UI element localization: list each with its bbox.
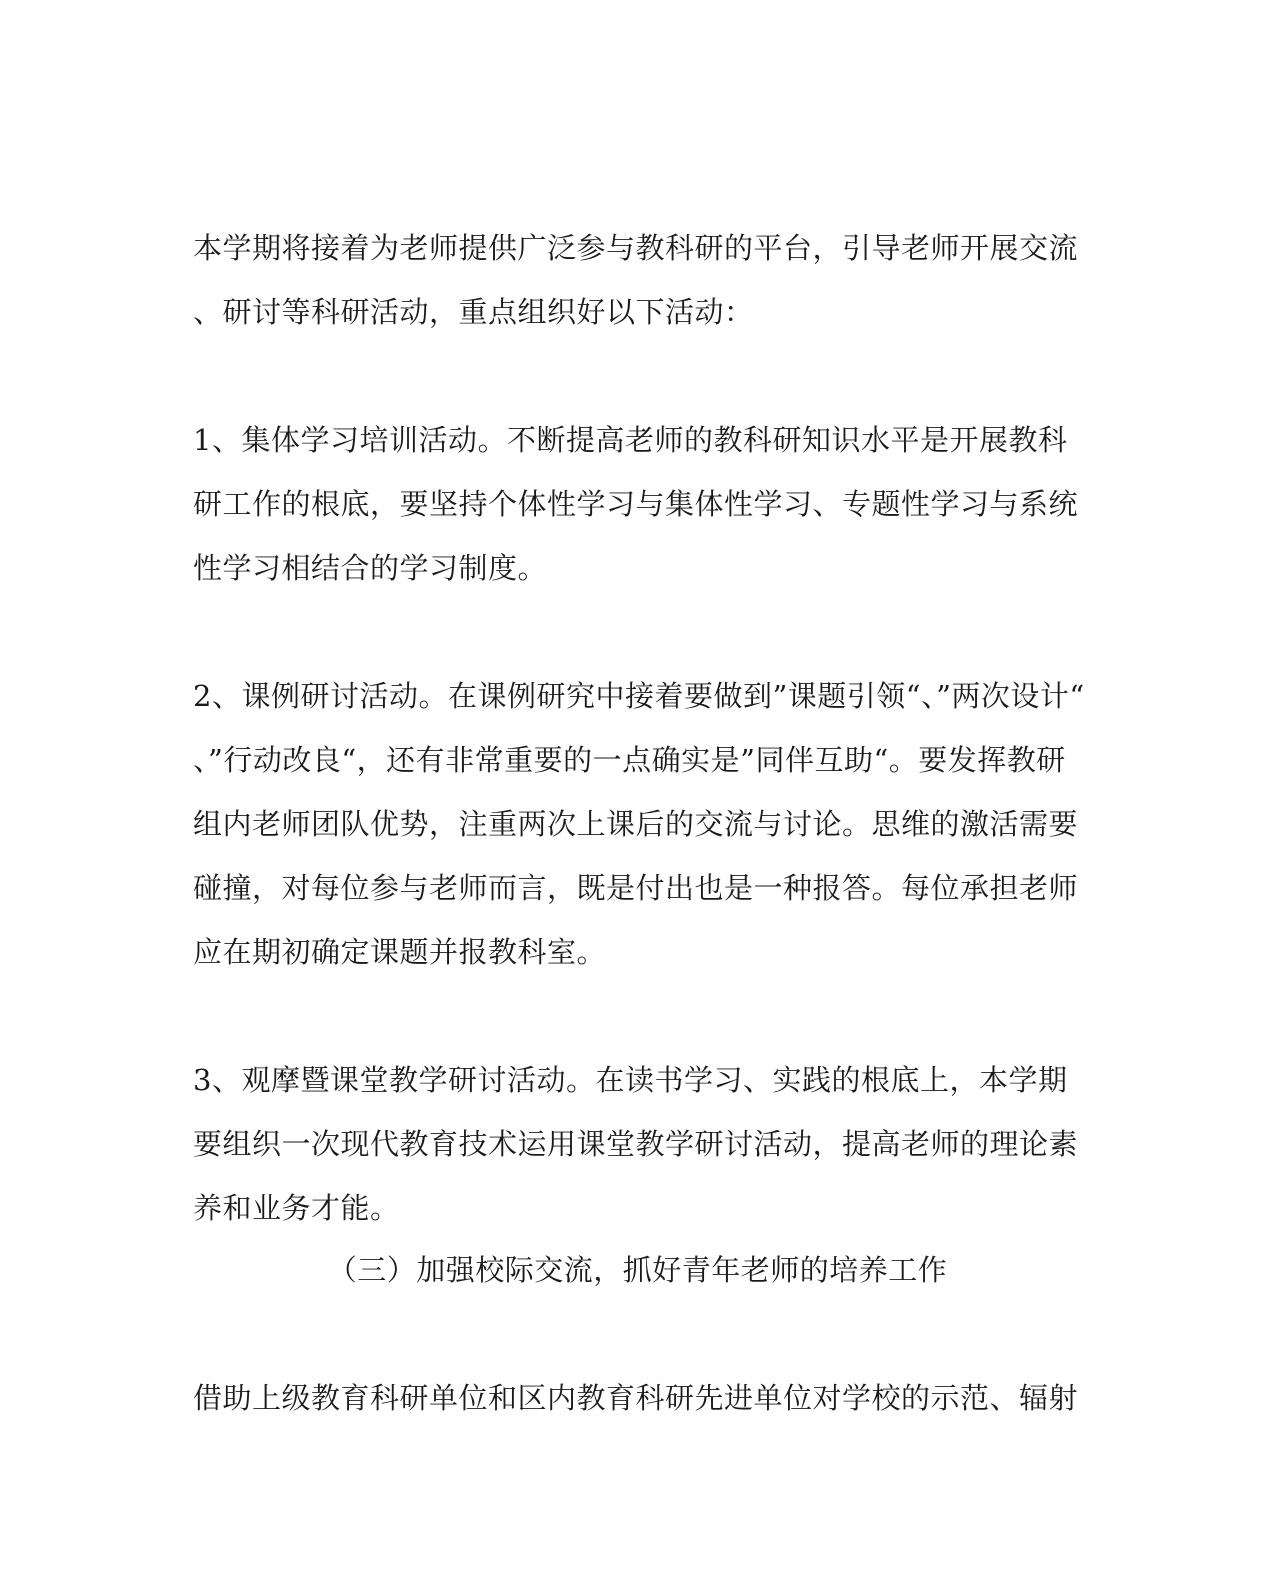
paragraph-3-line-3: 组内老师团队优势，注重两次上课后的交流与讨论。思维的激活需要 (193, 807, 1079, 841)
paragraph-4-line-3: 养和业务才能。 (193, 1191, 400, 1225)
paragraph-2-line-3: 性学习相结合的学习制度。 (193, 551, 548, 585)
paragraph-1-line-2: 、研讨等科研活动，重点组织好以下活动： (193, 295, 754, 329)
final-paragraph-line-1: 借助上级教育科研单位和区内教育科研先进单位对学校的示范、辐射 (193, 1381, 1079, 1415)
paragraph-3-line-5: 应在期初确定课题并报教科室。 (193, 935, 607, 969)
paragraph-3-line-4: 碰撞，对每位参与老师而言，既是付出也是一种报答。每位承担老师 (193, 871, 1079, 905)
paragraph-4-line-1: 3、观摩暨课堂教学研讨活动。在读书学习、实践的根底上，本学期 (193, 1063, 1068, 1097)
paragraph-2-line-2: 研工作的根底，要坚持个体性学习与集体性学习、专题性学习与系统 (193, 487, 1079, 521)
paragraph-4-line-2: 要组织一次现代教育技术运用课堂教学研讨活动，提高老师的理论素 (193, 1127, 1079, 1161)
paragraph-2-line-1: 1、集体学习培训活动。不断提高老师的教科研知识水平是开展教科 (193, 423, 1068, 457)
section-heading: （三）加强校际交流，抓好青年老师的培养工作 (327, 1253, 948, 1287)
paragraph-1-line-1: 本学期将接着为老师提供广泛参与教科研的平台，引导老师开展交流 (193, 231, 1079, 265)
paragraph-3-line-1: 2、课例研讨活动。在课例研究中接着要做到”课题引领“、”两次设计“ (193, 679, 1085, 713)
paragraph-3-line-2: 、”行动改良“，还有非常重要的一点确实是”同伴互助“。要发挥教研 (193, 743, 1066, 777)
